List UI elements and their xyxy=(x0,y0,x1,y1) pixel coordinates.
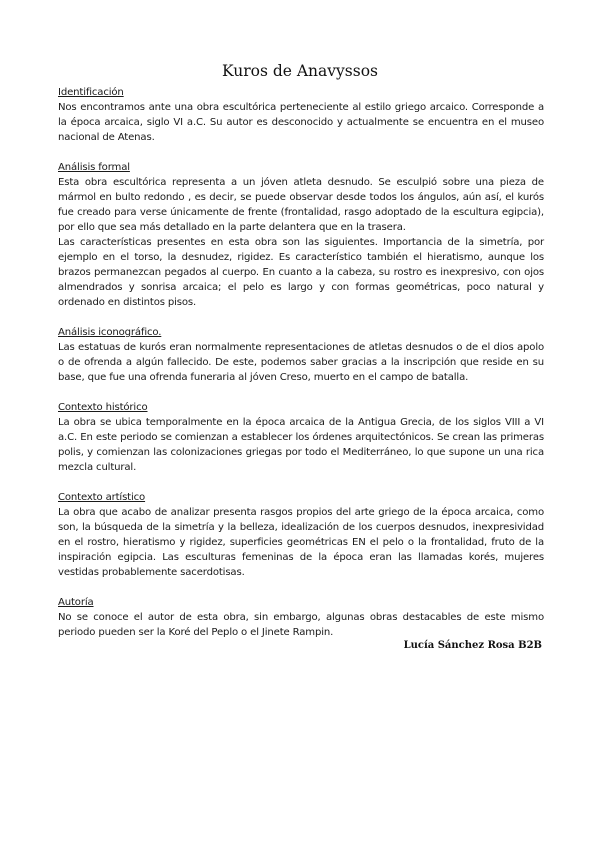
author-signature: Lucía Sánchez Rosa B2B xyxy=(403,640,542,651)
section-autoria xyxy=(58,595,544,640)
section-paragraph: No se conoce el autor de esta obra, sin embargo, algunas obras destacables de este mismo periodo pueden ser la Koré del Peplo o el Jinete Rampin. xyxy=(58,612,544,638)
section-heading: Contexto histórico xyxy=(58,402,148,413)
section-heading: Contexto artístico xyxy=(58,492,146,503)
section-contexto-historico xyxy=(58,400,544,475)
section-heading: Autoría xyxy=(58,597,94,608)
section-analisis-formal xyxy=(58,160,544,310)
section-heading: Análisis iconográfico. xyxy=(58,327,162,338)
page-title: Kuros de Anavyssos xyxy=(222,62,378,80)
section-paragraph: Esta obra escultórica representa a un jóven atleta desnudo. Se esculpió sobre una pieza de mármol en bulto redondo , es decir, se puede observar desde todos los ángulos, aún así, el kurós fue creado para verse únicamente de frente (frontalidad, rasgo adoptado de la escultura egipcia), por ello que sea más detallado en la parte delantera que en la trasera. xyxy=(58,177,544,233)
section-paragraph: Las estatuas de kurós eran normalmente representaciones de atletas desnudos o de el dios apolo o de ofrenda a algún fallecido. De este, podemos saber gracias a la inscripción que reside en su base, que fue una ofrenda funeraria al jóven Creso, muerto en el campo de batalla. xyxy=(58,342,544,383)
section-contexto-artistico xyxy=(58,490,544,580)
section-paragraph: Nos encontramos ante una obra escultórica perteneciente al estilo griego arcaico. Corresponde a la época arcaica, siglo VI a.C. Su autor es desconocido y actualmente se encuentra en el museo nacional de Atenas. xyxy=(58,102,544,143)
section-analisis-iconografico xyxy=(58,325,544,385)
section-paragraph: Las características presentes en esta obra son las siguientes. Importancia de la simetría, por ejemplo en el torso, la desnudez, rigidez. Es característico también el hieratismo, aunque los brazos permanezcan pegados al cuerpo. En cuanto a la cabeza, su rostro es inexpresivo, con ojos almendrados y sonrisa arcaica; el pelo es largo y con formas geométricas, poco natural y ordenado en distintos pisos. xyxy=(58,237,544,308)
section-heading: Identificación xyxy=(58,87,124,98)
section-paragraph: La obra que acabo de analizar presenta rasgos propios del arte griego de la época arcaica, como son, la búsqueda de la simetría y la belleza, idealización de los cuerpos desnudos, inexpresividad en el rostro, hieratismo y rigidez, superficies geométricas EN el pelo o la frontalidad, fruto de la inspiración egipcia. Las esculturas femeninas de la época eran las llamadas korés, mujeres vestidas probablemente sacerdotisas. xyxy=(58,507,544,578)
section-identificacion xyxy=(58,85,544,145)
section-heading: Análisis formal xyxy=(58,162,130,173)
document-body xyxy=(58,85,544,655)
section-paragraph: La obra se ubica temporalmente en la época arcaica de la Antigua Grecia, de los siglos VIII a VI a.C. En este periodo se comienzan a establecer los órdenes arquitectónicos. Se crean las primeras polis, y comienzan las colonizaciones griegas por todo el Mediterráneo, lo que supone un una rica mezcla cultural. xyxy=(58,417,544,473)
